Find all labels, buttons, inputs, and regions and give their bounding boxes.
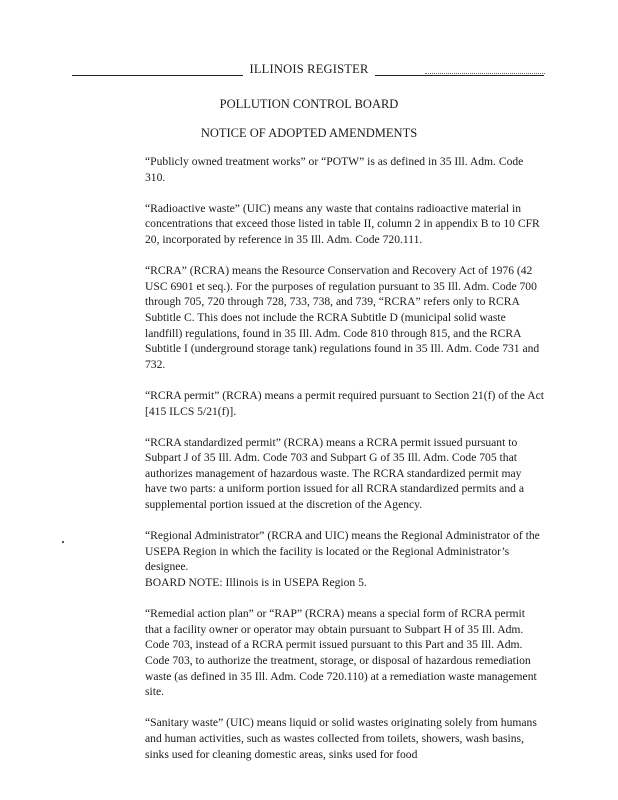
definition-remedial-action-plan: “Remedial action plan” or “RAP” (RCRA) means a special form of RCRA permit that a facility owner or operator may obtain pursuant to Subpart H of 35 Ill. Adm. Code 703, instead of a RCRA permit issued pursuant to this Part and 35 Ill. Adm. Code 703, to authorize the treatment, storage, or disposal of hazardous remediation waste (as defined in 35 Ill. Adm. Code 720.110) at a remediation waste management site. [145,607,537,699]
definition-potw: “Publicly owned treatment works” or “POTW” is as defined in 35 Ill. Adm. Code 310. [145,155,524,184]
document-body [145,154,545,762]
margin-mark [62,541,64,543]
board-note: BOARD NOTE: Illinois is in USEPA Region 5. [145,576,367,590]
register-title [0,62,618,77]
definition-regional-administrator: “Regional Administrator” (RCRA and UIC) means the Regional Administrator of the USEPA Region in which the facility is located or the Regional Administrator’s designee. [145,529,540,574]
notice-title: NOTICE OF ADOPTED AMENDMENTS [200,126,418,140]
definition-rcra-standardized-permit: “RCRA standardized permit” (RCRA) means a RCRA permit issued pursuant to Subpart J of 35 Ill. Adm. Code 703 and Subpart G of 35 Ill. Adm. Code 705 that authorizes management of hazardous waste. The RCRA standardized permit may have two parts: a uniform portion issued for all RCRA standardized permits and a supplemental portion issued at the discretion of the Agency. [145,435,524,512]
definition-rcra: “RCRA” (RCRA) means the Resource Conservation and Recovery Act of 1976 (42 USC 6901 et seq.). For the purposes of regulation pursuant to 35 Ill. Adm. Code 700 through 705, 720 through 728, 733, 738, and 739, “RCRA” refers only to RCRA Subtitle C. This does not include the RCRA Subtitle D (municipal solid waste landfill) regulations, found in 35 Ill. Adm. Code 810 through 815, and the RCRA Subtitle I (underground storage tank) regulations found in 35 Ill. Adm. Code 731 and 732. [145,264,540,371]
definition-rcra-permit: “RCRA permit” (RCRA) means a permit required pursuant to Section 21(f) of the Act [415 ILCS 5/21(f)]. [145,388,544,418]
definition-radioactive-waste: “Radioactive waste” (UIC) means any waste that contains radioactive material in concentrations that exceed those listed in table II, column 2 in appendix B to 10 CFR 20, incorporated by reference in 35 Ill. Adm. Code 720.111. [145,201,540,246]
board-title: POLLUTION CONTROL BOARD [219,97,399,111]
register-title-text: ILLINOIS REGISTER [243,62,374,76]
definition-sanitary-waste: “Sanitary waste” (UIC) means liquid or solid wastes originating solely from humans and human activities, such as wastes collected from toilets, showers, wash basins, sinks used for cleaning domestic areas, sinks used for food [145,716,537,761]
